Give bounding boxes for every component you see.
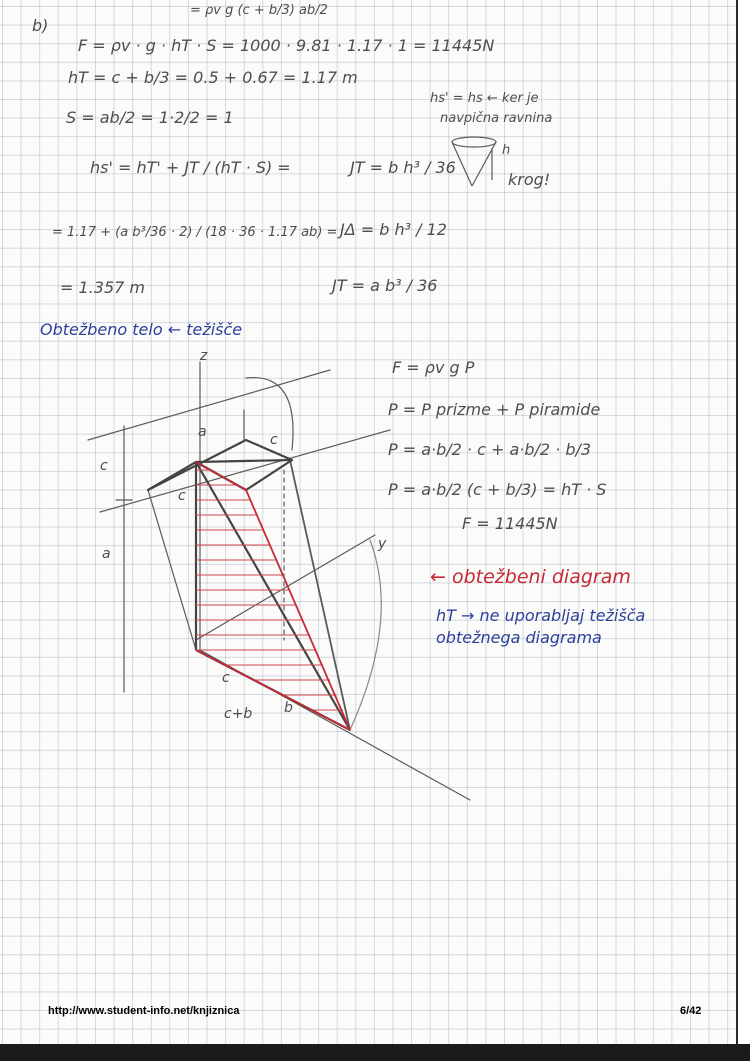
red-note: ← obtežbeni diagram [430,566,631,588]
hs-calc: = 1.17 + (a b³/36 · 2) / (18 · 36 · 1.17 ab) = [52,225,338,240]
hs-result: = 1.357 m [60,278,145,297]
side-note-4: krog! [508,170,551,189]
edge-right [290,460,350,730]
section-title: Obtežbeno telo ← težišče [40,320,243,339]
ht-line: hT = c + b/3 = 0.5 + 0.67 = 1.17 m [68,68,358,87]
jt-line: JT = b h³ / 36 [350,158,456,177]
label-a-top: a [198,424,207,440]
p-sum-line: P = P prizme + P piramide [388,400,601,419]
label-c-mid: c [178,488,186,504]
blue-note-2: obtežnega diagrama [436,628,602,647]
label-b-bottom: b [284,700,293,716]
footer-url[interactable]: http://www.student-info.net/knjiznica [48,1005,240,1017]
cone-sketch [452,137,496,186]
label-a-left: a [102,546,111,562]
label-c-plus-b: c+b [224,706,253,722]
blue-note-1: hT → ne uporabljaj težišča [436,606,646,625]
f-value-line: F = 11445N [462,514,558,533]
label-c-left: c [100,458,108,474]
label-c-top: c [270,432,278,448]
label-z: z [200,348,208,364]
force-superscript: = ρv g (c + b/3) ab/2 [190,3,328,18]
side-note-1: hs' = hs ← ker je [430,91,539,106]
side-note-2: navpična ravnina [440,111,553,126]
hs-line: hs' = hT' + JT / (hT · S) = [90,158,291,177]
label-y: y [378,536,387,552]
f-rho-line: F = ρv g P [392,358,475,377]
s-line: S = ab/2 = 1·2/2 = 1 [66,108,234,127]
arc-right [350,540,381,730]
jo-line: JΔ = b h³ / 12 [340,220,447,239]
y-axis-line [196,535,375,640]
red-edge [246,490,350,730]
p-expand-line: P = a·b/2 · c + a·b/2 · b/3 [388,440,592,459]
footer-page-number: 6/42 [680,1005,702,1017]
part-label: b) [32,16,49,35]
jt2-line: JT = a b³ / 36 [332,276,438,295]
red-hatching [150,470,360,710]
side-note-3: h [502,143,511,158]
p-final-line: P = a·b/2 (c + b/3) = hT · S [388,480,607,499]
label-c-bottom: c [222,670,230,686]
edge-front-left [148,490,196,650]
force-formula: F = ρv · g · hT · S = 1000 · 9.81 · 1.17 · 1 = 11445N [78,36,495,55]
